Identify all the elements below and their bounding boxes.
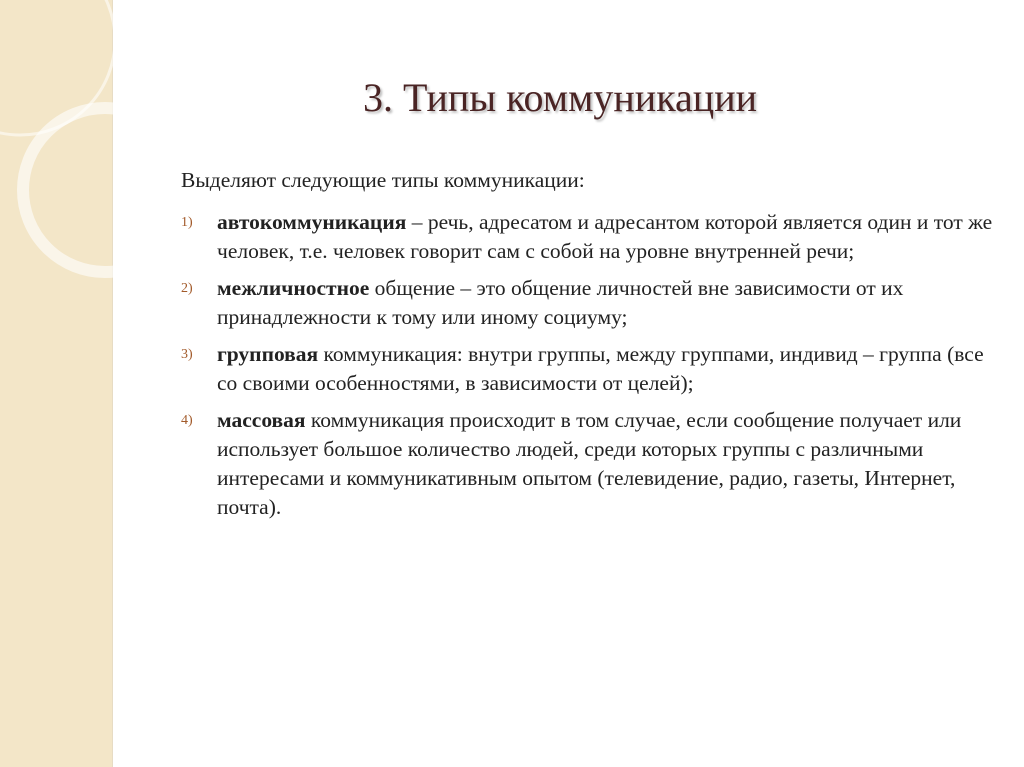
list-item (181, 340, 1001, 398)
list-item (181, 274, 1001, 332)
item-term: автокоммуникация (217, 210, 407, 234)
item-text: коммуникация: внутри группы, между группами, индивид – группа (все со своими особенностями, в зависимости от целей); (217, 342, 984, 395)
list-item (181, 406, 1001, 522)
item-number: 2) (181, 281, 193, 296)
item-text: общение – это общение личностей вне зависимости от их принадлежности к тому или иному социуму; (217, 276, 904, 329)
item-text: – речь, адресатом и адресантом которой является один и тот же человек, т.е. человек говорит сам с собой на уровне внутренней речи; (217, 210, 993, 263)
item-term: групповая (217, 342, 319, 366)
slide-title: 3. Типы коммуникации (363, 75, 758, 120)
decorative-rings (0, 0, 200, 320)
intro-text: Выделяют следующие типы коммуникации: (181, 168, 585, 192)
item-number: 1) (181, 215, 193, 230)
item-term: межличностное (217, 276, 370, 300)
item-number: 4) (181, 413, 193, 428)
item-text: коммуникация происходит в том случае, если сообщение получает или использует большое количество людей, среди которых группы с различными интересами и коммуникативным опытом (телевидение, радио, газеты, Интернет, почта). (217, 408, 962, 519)
item-number: 3) (181, 347, 193, 362)
types-list (181, 208, 1001, 530)
list-item (181, 208, 1001, 266)
item-term: массовая (217, 408, 306, 432)
